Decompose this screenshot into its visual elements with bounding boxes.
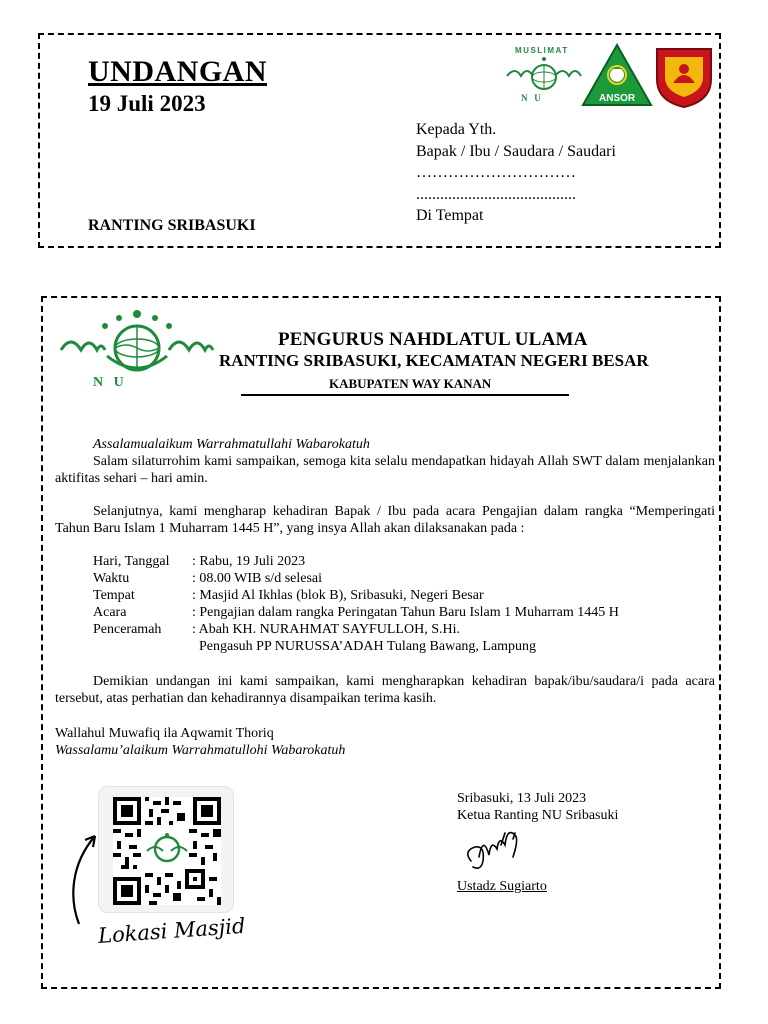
detail-row — [93, 638, 715, 655]
wallahul-line: Wallahul Muwafiq ila Aqwamit Thoriq — [55, 726, 274, 741]
detail-key: Waktu — [93, 571, 130, 586]
detail-value: : Rabu, 19 Juli 2023 — [192, 554, 306, 569]
paragraph-salutation: Salam silaturrohim kami sampaikan, semoga kita selalu mendapatkan hidayah Allah SWT dalam menjalankan aktifitas sehari – hari amin. — [55, 454, 715, 486]
event-details — [93, 553, 715, 655]
muslimat-logo — [507, 46, 581, 103]
sign-place-date: Sribasuki, 13 Juli 2023 — [457, 791, 587, 806]
closing-greeting: Wassalamu’alaikum Warrahmatullohi Wabarokatuh — [55, 743, 346, 758]
paragraph-invitation: Selanjutnya, kami mengharap kehadiran Bapak / Ibu pada acara Pengajian dalam rangka “Memperingati Tahun Baru Islam 1 Muharram 1445 H”, yang insya Allah akan dilaksanakan pada : — [55, 504, 715, 536]
address-line: Kepada Yth. — [416, 121, 497, 138]
regency-emblem — [657, 49, 711, 107]
letter-body — [55, 436, 715, 759]
qr-code-icon — [113, 797, 221, 905]
location-qr-code[interactable] — [98, 786, 234, 913]
detail-key: Hari, Tanggal — [93, 554, 170, 569]
address-line: ………………………… — [416, 164, 576, 181]
detail-row — [93, 604, 715, 621]
detail-value: : Pengajian dalam rangka Peringatan Tahun Baru Islam 1 Muharram 1445 H — [192, 605, 619, 620]
letterhead-subtitle: RANTING SRIBASUKI, KECAMATAN NEGERI BESAR — [219, 351, 649, 370]
signer-name: Ustadz Sugiarto — [457, 879, 547, 894]
muslimat-logo-text: MUSLIMAT — [515, 46, 569, 55]
invitation-letter — [41, 296, 721, 989]
recipient-address — [416, 119, 616, 227]
muslimat-logo-letters: N U — [521, 93, 541, 103]
handwritten-signature — [461, 831, 539, 875]
organization-logos — [505, 43, 715, 109]
letterhead-divider — [241, 394, 569, 396]
letterhead-title: PENGURUS NAHDLATUL ULAMA — [278, 329, 588, 350]
detail-key — [93, 638, 192, 655]
nu-logo-letters: N U — [93, 375, 124, 390]
detail-key: Tempat — [93, 588, 135, 603]
sign-role: Ketua Ranting NU Sribasuki — [457, 808, 619, 823]
qr-caption: Lokasi Masjid — [97, 913, 247, 948]
detail-value: : Abah KH. NURAHMAT SAYFULLOH, S.Hi. — [192, 622, 460, 637]
ansor-logo-text: ANSOR — [599, 93, 636, 104]
detail-key: Acara — [93, 605, 127, 620]
ansor-logo — [583, 45, 651, 105]
nu-logo — [57, 306, 217, 390]
sender-ranting: RANTING SRIBASUKI — [88, 217, 256, 234]
address-line: ........................................ — [416, 185, 576, 203]
detail-row — [93, 621, 715, 638]
detail-row — [93, 570, 715, 587]
address-line: Bapak / Ibu / Saudara / Saudari — [416, 142, 616, 160]
detail-key: Penceramah — [93, 622, 162, 637]
invitation-date: 19 Juli 2023 — [88, 91, 206, 116]
signature-block — [457, 790, 618, 824]
closing-paragraph: Demikian undangan ini kami sampaikan, kami mengharapkan kehadiran bapak/ibu/saudara/i pada acara tersebut, atas perhatian dan kehadirannya disampaikan terima kasih. — [55, 674, 715, 706]
detail-row — [93, 587, 715, 604]
address-line: Di Tempat — [416, 207, 484, 224]
letterhead-regency: KABUPATEN WAY KANAN — [329, 376, 492, 391]
detail-row — [93, 553, 715, 570]
detail-value: : Masjid Al Ikhlas (blok B), Sribasuki, Negeri Besar — [192, 588, 484, 603]
detail-value: Pengasuh PP NURUSSA’ADAH Tulang Bawang, Lampung — [192, 639, 537, 654]
opening-greeting: Assalamualaikum Warrahmatullahi Wabarokatuh — [93, 437, 370, 452]
invitation-title: UNDANGAN — [88, 55, 267, 88]
curved-arrow-icon — [65, 828, 105, 928]
envelope-card — [38, 33, 721, 248]
detail-value: : 08.00 WIB s/d selesai — [192, 571, 323, 586]
